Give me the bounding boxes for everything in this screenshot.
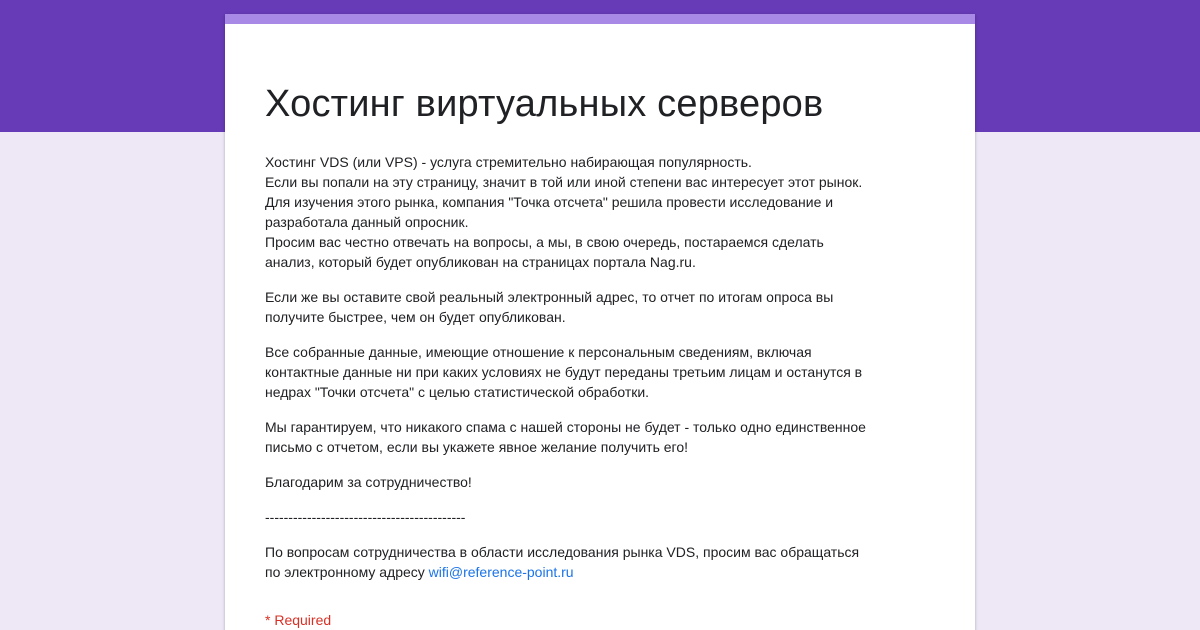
description-line: Мы гарантируем, что никакого спама с нашей стороны не будет - только одно единственное <box>265 419 866 435</box>
description-line: получите быстрее, чем он будет опубликован. <box>265 309 566 325</box>
contact-prefix: по электронному адресу <box>265 564 429 580</box>
description-line: контактные данные ни при каких условиях не будут переданы третьим лицам и останутся в <box>265 364 863 380</box>
form-title: Хостинг виртуальных серверов <box>265 83 824 125</box>
description-line: Все собранные данные, имеющие отношение к персональным сведениям, включая <box>265 344 812 360</box>
form-description <box>265 152 955 582</box>
form-header <box>265 24 955 630</box>
card-accent-bar <box>225 14 975 24</box>
description-paragraph-5 <box>265 472 955 492</box>
description-line: Если вы попали на эту страницу, значит в той или иной степени вас интересует этот рынок. <box>265 174 863 190</box>
contact-email-link[interactable]: wifi@reference-point.ru <box>428 564 574 580</box>
contact-paragraph <box>265 542 955 582</box>
required-note: * Required <box>265 612 332 628</box>
description-separator <box>265 507 955 527</box>
contact-line: По вопросам сотрудничества в области исследования рынка VDS, просим вас обращаться <box>265 544 860 560</box>
description-paragraph-4 <box>265 417 955 457</box>
description-paragraph-1 <box>265 152 955 272</box>
description-line: анализ, который будет опубликован на страницах портала Nag.ru. <box>265 254 696 270</box>
contact-line-2 <box>265 562 955 582</box>
separator-line: ------------------------------------------- <box>265 509 466 525</box>
description-paragraph-2 <box>265 287 955 327</box>
description-line: Хостинг VDS (или VPS) - услуга стремительно набирающая популярность. <box>265 154 752 170</box>
form-card <box>225 14 975 630</box>
description-line: Благодарим за сотрудничество! <box>265 474 472 490</box>
description-line: разработала данный опросник. <box>265 214 469 230</box>
description-line: Просим вас честно отвечать на вопросы, а мы, в свою очередь, постараемся сделать <box>265 234 824 250</box>
description-paragraph-3 <box>265 342 955 402</box>
description-line: Для изучения этого рынка, компания "Точка отсчета" решила провести исследование и <box>265 194 834 210</box>
description-line: недрах "Точки отсчета" с целью статистической обработки. <box>265 384 650 400</box>
description-line: Если же вы оставите свой реальный электронный адрес, то отчет по итогам опроса вы <box>265 289 834 305</box>
description-line: письмо с отчетом, если вы укажете явное желание получить его! <box>265 439 689 455</box>
